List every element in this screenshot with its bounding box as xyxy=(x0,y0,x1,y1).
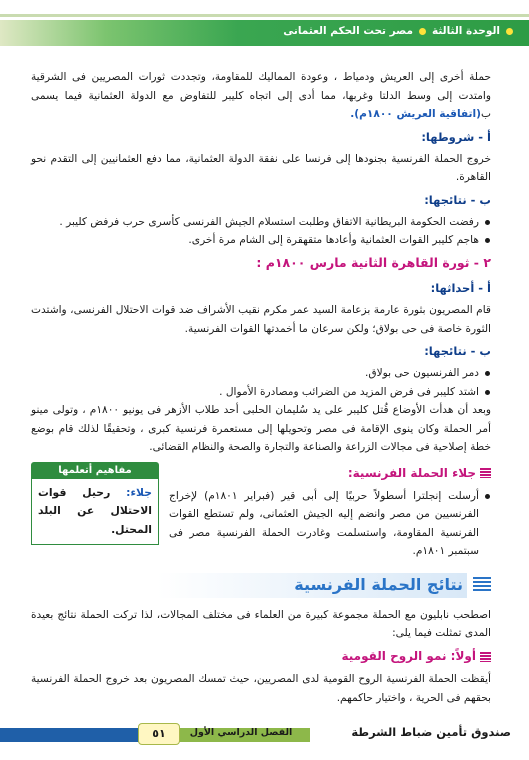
results1-heading: ب - نتائجها: xyxy=(424,192,491,207)
intro-paragraph xyxy=(31,68,491,124)
header-top-line xyxy=(0,14,529,17)
concept-title: مفاهيم أتعلمها xyxy=(31,462,159,479)
concept-box xyxy=(31,462,159,561)
intro-line2: وسط الدلتا وغربها، مما أدى إلى اتجاه كليبر للتفاوض مع الدولة العثمانية فيما يسمى ب xyxy=(31,89,491,121)
evacuation-main xyxy=(169,460,491,561)
treaty-highlight: (اتفاقية العريش ١٨٠٠م). xyxy=(350,108,482,121)
list-item: هاجم كليبر القوات العثمانية وأعادها متقهقرة إلى الشام مرة أخرى. xyxy=(31,231,491,250)
intro-line1: حملة أخرى إلى العريش ودمياط ، وعودة المماليك للمقاومة، وتجددت ثورات المصريين فى الشرقية وامتدت إلى xyxy=(31,71,491,102)
concept-definition: رحيل قوات الاحتلال عن البلد المحتل. xyxy=(38,485,152,536)
page-header xyxy=(0,0,529,62)
list-lines-icon xyxy=(473,577,491,593)
section2-heading: ٢ - ثورة القاهرة الثانية مارس ١٨٠٠م : xyxy=(256,254,491,270)
footer-semester: الفصل الدراسي الأول xyxy=(189,727,293,738)
first-result-heading: أولاً: نمو الروح القومية xyxy=(341,649,476,663)
after-text: وبعد أن هدأت الأوضاع قُتل كليبر على يد سُليمان الحلبى أحد طلاب الأزهر فى يونيو ١٨٠٠م ، وتولى مينو أمر الحملة وكان ينوى الإقامة فى مصر وتحويلها إلى مستعمرة فرنسية كبرى ، وتحقيقًا لذلك قام بوضع خطة إصلاحية فى مجالات الزراعة والصناعة والتجارة والصحة والنظام القضائى. xyxy=(31,404,492,454)
page-number: ٥١ xyxy=(138,723,180,745)
list-item: رفضت الحكومة البريطانية الاتفاق وطلبت استسلام الجيش الفرنسى كأسرى حرب فرفض كليبر . xyxy=(31,213,491,232)
evacuation-heading-row xyxy=(169,463,491,484)
results-section-title-bar xyxy=(157,573,467,598)
first-result-heading-row xyxy=(31,646,491,667)
header-chapter: مصر تحت الحكم العثمانى xyxy=(283,25,414,37)
concept-body xyxy=(31,479,159,545)
bullet-dot-icon xyxy=(419,28,426,35)
bullet-dot-icon xyxy=(506,28,513,35)
page-content xyxy=(31,68,491,710)
events-text: قام المصريون بثورة عارمة بزعامة السيد عمر مكرم نقيب الأشراف ضد قوات الاحتلال الفرنسى، واشتدت الثورة خاصة فى حى بولاق؛ ولكن سرعان ما أخمدتها القوات الفرنسية. xyxy=(31,303,491,335)
results-section-title: نتائج الحملة الفرنسية xyxy=(294,575,463,595)
header-breadcrumb xyxy=(283,25,513,37)
header-unit: الوحدة الثالثة xyxy=(432,25,500,37)
evacuation-block xyxy=(31,460,491,561)
list-item: اشتد كليبر فى فرض المزيد من الضرائب ومصادرة الأموال . xyxy=(31,383,491,402)
results-intro: اصطحب نابليون مع الحملة مجموعة كبيرة من العلماء فى مختلف المجالات، لذا تركت الحملة نتائج بعيدة المدى تمثلت فيما يلى: xyxy=(31,608,491,640)
page-footer xyxy=(0,712,529,760)
concept-term: جلاء: xyxy=(126,485,152,499)
conditions-heading: أ - شروطها: xyxy=(421,129,491,144)
list-lines-icon xyxy=(480,652,491,662)
list-lines-icon xyxy=(480,468,491,478)
evacuation-heading: جلاء الحملة الفرنسية: xyxy=(347,465,476,480)
results2-heading: ب - نتائجها: xyxy=(424,344,491,359)
footer-brand: صندوق تأمين ضباط الشرطة xyxy=(351,725,511,739)
list-item: دمر الفرنسيون حى بولاق. xyxy=(31,364,491,383)
evacuation-text: أرسلت إنجلترا أسطولاً حربيًا إلى أبى قير (فبراير ١٨٠١م) لإخراج الفرنسيين من مصر وانضم إليه الجيش العثمانى، ولم تستطع القوات الفرنسية المقاومة، واستسلمت وغادرت الحملة الفرنسية مصر فى سبتمبر ١٨٠١م. xyxy=(169,487,491,561)
conditions-text: خروج الحملة الفرنسية بجنودها إلى فرنسا على نفقة الدولة العثمانية، مما دفع العثمانيين إلى التقدم نحو القاهرة. xyxy=(31,152,491,184)
results-section-title-row xyxy=(31,573,491,598)
first-result-text: أيقظت الحملة الفرنسية الروح القومية لدى المصريين، حيث تمسك المصريون بعد خروج الحملة الفرنسية بحقهم فى الحرية ، واختيار حاكمهم. xyxy=(31,673,491,704)
events-heading: أ - أحداثها: xyxy=(430,280,491,295)
